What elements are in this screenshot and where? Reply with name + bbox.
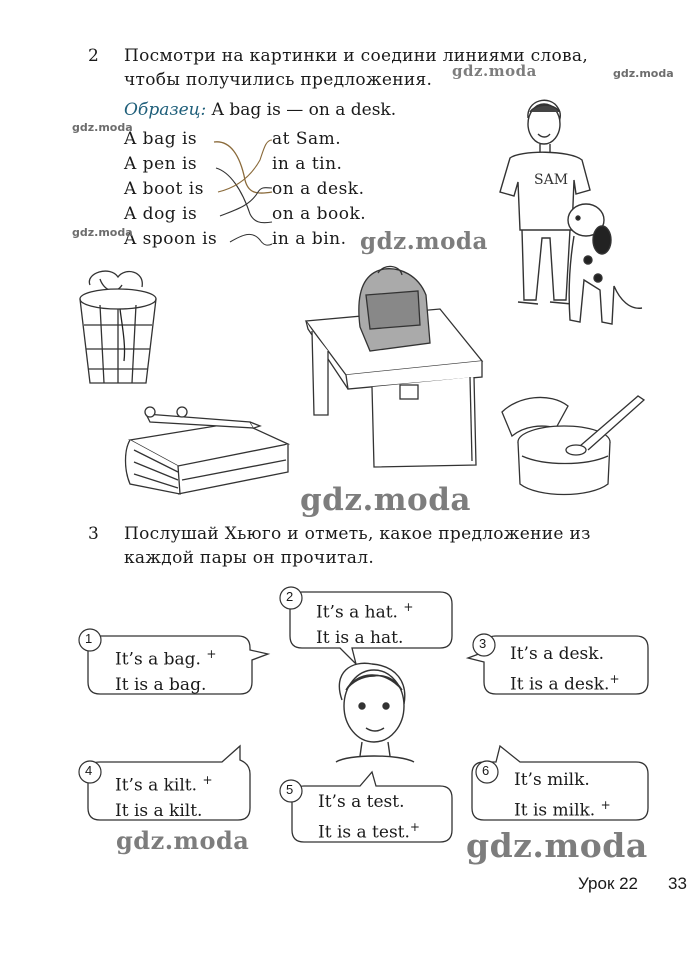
bubble-1-text: [115, 642, 216, 698]
left-item[interactable]: A pen is: [124, 154, 198, 174]
right-item[interactable]: in a bin.: [272, 229, 347, 249]
bubble-6-option-a[interactable]: It’s milk.: [514, 770, 590, 790]
task-2-number: 2: [88, 46, 99, 66]
watermark-small: gdz.moda: [72, 121, 133, 134]
check-mark: +: [206, 647, 217, 661]
bubble-1-option-b[interactable]: It is a bag.: [115, 674, 207, 695]
bubble-5-text: [318, 790, 420, 846]
bubble-4-option-b[interactable]: It is a kilt.: [115, 800, 203, 821]
bubble-4-text: [115, 768, 213, 824]
task-3-number: 3: [88, 524, 99, 544]
watermark: gdz.moda: [116, 826, 250, 855]
shirt-text: SAM: [534, 172, 569, 188]
check-mark: +: [409, 820, 420, 834]
check-mark: +: [403, 600, 414, 614]
right-item[interactable]: in a tin.: [272, 154, 343, 174]
bubble-1-number: 1: [85, 631, 93, 646]
watermark: gdz.moda: [360, 228, 488, 255]
sample-text: A bag is — on a desk.: [211, 100, 397, 120]
right-item[interactable]: at Sam.: [272, 129, 342, 149]
bubble-2-option-a[interactable]: It’s a hat.: [316, 602, 398, 623]
watermark-small: gdz.moda: [72, 226, 133, 239]
bubble-4-number: 4: [85, 763, 93, 778]
bubble-6-number: 6: [482, 763, 490, 778]
left-item[interactable]: A boot is: [124, 179, 204, 199]
bubble-3-text: [510, 642, 620, 698]
left-item[interactable]: A bag is: [124, 129, 198, 149]
page-number: 33: [668, 874, 687, 893]
bubble-3-option-a[interactable]: It’s a desk.: [510, 644, 604, 664]
left-item[interactable]: A spoon is: [124, 229, 218, 249]
bubble-4-option-a[interactable]: It’s a kilt.: [115, 775, 198, 796]
bubble-6-option-b[interactable]: It is milk.: [514, 800, 596, 821]
task-2-instruction-line1: Посмотри на картинки и соедини линиями слова,: [124, 46, 589, 66]
watermark-small: gdz.moda: [613, 67, 674, 80]
right-item[interactable]: on a book.: [272, 204, 367, 224]
bubble-2-option-b[interactable]: It is a hat.: [316, 627, 404, 648]
check-mark: +: [609, 672, 620, 686]
bubble-2-text: [316, 595, 413, 651]
bubble-3-number: 3: [479, 636, 487, 651]
boy-face-illustration: [336, 663, 414, 762]
task-2-instruction-line2: чтобы получились предложения.: [124, 70, 433, 90]
bubble-5-option-b[interactable]: It is a test.: [318, 822, 410, 843]
sample-label: Образец:: [124, 100, 207, 120]
task-3-instruction-line1: Послушай Хьюго и отметь, какое предложение из: [124, 524, 591, 544]
bubble-6-text: [514, 768, 611, 824]
watermark: gdz.moda: [300, 482, 471, 518]
left-item[interactable]: A dog is: [124, 204, 198, 224]
bubble-2-number: 2: [286, 589, 294, 604]
bubble-3-option-b[interactable]: It is a desk.: [510, 674, 610, 695]
check-mark: +: [600, 798, 611, 812]
bubble-5-number: 5: [286, 782, 294, 797]
watermark: gdz.moda: [466, 826, 648, 865]
right-item[interactable]: on a desk.: [272, 179, 365, 199]
check-mark: +: [202, 773, 213, 787]
bubble-1-option-a[interactable]: It’s a bag.: [115, 649, 201, 670]
lesson-label: Урок 22: [578, 874, 639, 893]
bubble-5-option-a[interactable]: It’s a test.: [318, 792, 405, 812]
task-3-instruction-line2: каждой пары он прочитал.: [124, 548, 375, 568]
watermark: gdz.moda: [452, 62, 537, 80]
